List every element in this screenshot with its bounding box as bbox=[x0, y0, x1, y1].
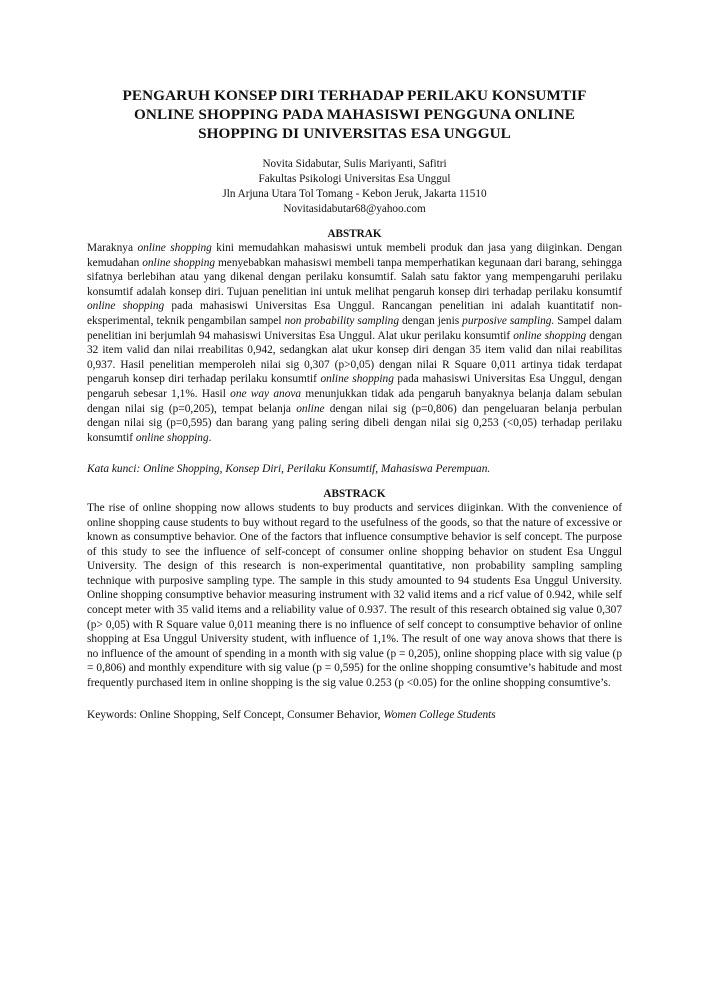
author-affiliation: Fakultas Psikologi Universitas Esa Unggul bbox=[258, 173, 451, 185]
abstrak-heading: ABSTRAK bbox=[327, 228, 382, 240]
abstrak-term: online bbox=[296, 402, 325, 415]
keywords-en-prefix: Keywords: Online Shopping, Self Concept, Consumer Behavior, bbox=[87, 708, 384, 721]
keywords-en bbox=[87, 708, 622, 723]
abstrak-term: online shopping bbox=[135, 431, 209, 444]
abstract-en-text: The rise of online shopping now allows students to buy products and services diiginkan. With the convenience of online shopping cause students to buy without regard to the usefulness of the goods, so that the nature of excessive or known as consumptive behavior. One of the factors that influence consumptive behavior is self concept. The purpose of this study to see the influence of self-concept of consumer online shopping behavior on student Esa Unggul University. The design of this research is non-experimental quantitative, non probability sampling sampling technique with purposive sampling type. The sample in this study amounted to 94 students Esa Unggul University. Online shopping consumptive behavior measuring instrument with 32 valid items and a ricf value of 0.942, while self concept meter with 35 valid items and a reliability value of 0.937. The result of this research obtained sig value 0,307 (p> 0,05) with R Square value 0,011 meaning there is no influence of self concept to consumptive behavior of online shopping at Esa Unggul University student, with influence of 1,1%. The result of one way anova shows that there is no influence of the amount of spending in a month with sig value (p = 0,205), online shopping place with sig value (p = 0,806) and monthly expenditure with sig value (p = 0,595) for the online shopping consumtive’s habitude and most frequently purchased item in online shopping is the sig value 0.253 (p <0.05) for the online shopping consumtive’s. bbox=[87, 501, 622, 690]
abstrak-seg: pada mahasiswi Universitas Esa Unggul, dengan pengaruh sebesar 1,1%. Hasil bbox=[87, 373, 622, 400]
title-line-1: PENGARUH KONSEP DIRI TERHADAP PERILAKU KONSUMTIF bbox=[122, 87, 587, 104]
abstrak-term: one way anova bbox=[230, 387, 302, 400]
abstrak-seg: kini memudahkan mahasiswi untuk membeli produk dan jasa yang diiginkan. Dengan kemudahan bbox=[87, 242, 622, 269]
abstrak-term: online shopping bbox=[142, 256, 216, 269]
abstrak-term: online shopping bbox=[320, 373, 394, 386]
author-block bbox=[87, 157, 622, 217]
abstrak-seg: dengan jenis bbox=[399, 314, 463, 327]
abstrak-seg: dengan 32 item valid dan nilai rreabilitas 0,942, sedangkan alat ukur konsep diri dengan 35 item valid dan nilai reabilitas 0,937. Hasil penelitian memperoleh nilai sig 0,307 (p>0,05) dengan nilai R Square 0,011 artinya tidak terdapat pengaruh konsep diri terhadap perilaku konsumtif bbox=[87, 329, 623, 386]
abstrak-seg: . bbox=[208, 431, 212, 444]
abstrak-term: purposive sampling. bbox=[462, 314, 555, 327]
abstract-en-heading: ABSTRACK bbox=[323, 487, 386, 500]
abstrak-seg: Maraknya bbox=[87, 242, 138, 254]
paper-title bbox=[87, 86, 622, 143]
paper-page bbox=[87, 86, 622, 722]
title-line-2: ONLINE SHOPPING PADA MAHASISWI PENGGUNA ONLINE bbox=[133, 106, 575, 123]
abstrak-term: online shopping bbox=[513, 329, 587, 342]
author-address: Jln Arjuna Utara Tol Tomang - Kebon Jeruk, Jakarta 11510 bbox=[222, 188, 487, 200]
abstrak-term: online shopping bbox=[87, 300, 165, 313]
abstrak-term: non probability sampling bbox=[284, 314, 400, 327]
abstrak-term: online shopping bbox=[137, 242, 212, 254]
abstrak-text bbox=[87, 241, 622, 445]
title-line-3: SHOPPING DI UNIVERSITAS ESA UNGGUL bbox=[198, 125, 511, 142]
author-email: Novitasidabutar68@yahoo.com bbox=[283, 203, 426, 215]
keywords-en-italic: Women College Students bbox=[383, 708, 496, 721]
abstrak-seg: menunjukkan tidak ada pengaruh banyaknya belanja dalam sebulan dengan nilai sig (p=0,205), tempat belanja bbox=[87, 387, 623, 415]
kata-kunci: Kata kunci: Online Shopping, Konsep Diri, Perilaku Konsumtif, Mahasiswa Perempuan. bbox=[87, 463, 491, 476]
abstrak-seg: Sampel dalam penelitian ini berjumlah 94 mahasiswi Universitas Esa Unggul. Alat ukur perilaku konsumtif bbox=[87, 314, 622, 342]
abstrak-seg: menyebabkan mahasiswi membeli tanpa memperhatikan kegunaan dari barang, sehingga sifatnya berlebihan atau yang dikenal dengan perilaku konsumtif. Salah satu faktor yang mempengaruhi perilaku konsumtif adalah konsep diri. Tujuan penelitian ini untuk melihat pengaruh konsep diri terhadap perilaku konsumtif bbox=[87, 256, 623, 298]
abstrak-seg: pada mahasiswi Universitas Esa Unggul. Rancangan penelitian ini adalah kuantitatif non-eksperimental, teknik pengambilan sampel bbox=[87, 300, 622, 327]
author-names: Novita Sidabutar, Sulis Mariyanti, Safitri bbox=[262, 158, 447, 170]
abstrak-seg: dengan nilai sig (p=0,806) dan pengeluaran belanja perbulan dengan nilai sig (p=0,595) dan barang yang paling sering dibeli dengan nilai sig 0,253 (<0,05) terhadap perilaku konsumtif bbox=[87, 402, 622, 444]
